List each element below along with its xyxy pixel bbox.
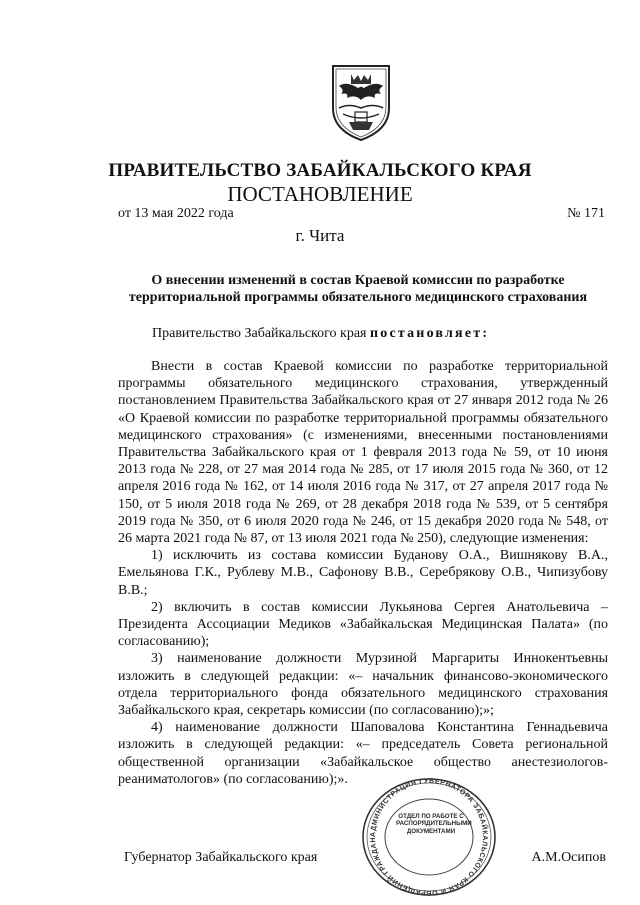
preamble-text: Правительство Забайкальского края (152, 326, 370, 341)
preamble (152, 326, 489, 342)
document-type: ПОСТАНОВЛЕНИЕ (227, 182, 413, 206)
svg-text:АДМИНИСТРАЦИЯ ГУБЕРНАТОРА ЗАБА: АДМИНИСТРАЦИЯ ГУБЕРНАТОРА ЗАБАЙКАЛЬСКОГО КРАЯ И ОБРАЩЕНИЙ ГРАЖДАН (369, 777, 489, 897)
document-heading (108, 272, 608, 306)
coat-of-arms-icon (327, 60, 395, 142)
body-paragraph-main: Внести в состав Краевой комиссии по разработке территориальной программы обязательного медицинского страхования, утвержденный постановлением Правительства Забайкальского края от 27 января 2012 года № 26 «О Краевой комиссии по разработке территориальной программы обязательного медицинского страхования» (с изменениями, внесенными постановлениями Правительства Забайкальского края от 1 февраля 2013 года № 59, от 10 июня 2013 года № 228, от 27 мая 2014 года № 285, от 17 июля 2015 года № 360, от 12 апреля 2016 года № 162, от 14 июля 2016 года № 317, от 27 апреля 2017 года № 150, от 5 июля 2018 года № 269, от 28 декабря 2018 года № 539, от 5 сентября 2019 года № 350, от 6 июля 2020 года № 246, от 15 декабря 2020 года № 548, от 26 марта 2021 года № 87, от 13 июля 2021 года № 250), следующие изменения: (118, 359, 608, 547)
body-item-2: 2) включить в состав комиссии Лукьянова Сергея Анатольевича – Президента Ассоциации Медиков «Забайкальская Медицинская Палата» (по согласованию); (118, 599, 608, 650)
document-date: от 13 мая 2022 года (118, 206, 234, 221)
body-item-3: 3) наименование должности Мурзиной Маргариты Иннокентьевны изложить в следующей редакции: «– начальник финансово-экономического отдела территориального фонда обязательного медицинского страхования Забайкальского края, секретарь комиссии (по согласованию);»; (118, 651, 608, 719)
office-stamp-icon (358, 775, 500, 899)
signer-position: Губернатор Забайкальского края (124, 850, 318, 865)
stamp-center-text: ОТДЕЛ ПО РАБОТЕ С РАСПОРЯДИТЕЛЬНЫМИ ДОКУМЕНТАМИ (396, 813, 472, 835)
document-number: № 171 (567, 206, 605, 221)
body-item-4: 4) наименование должности Шаповалова Константина Геннадьевича изложить в следующей редакции: «– председатель Совета региональной общественной организации «Забайкальское общество анестезиологов-реаниматологов» (по согласованию);». (118, 720, 608, 787)
document-body (118, 358, 608, 788)
document-city: г. Чита (295, 226, 345, 245)
heading-line-2: территориальной программы обязательного медицинского страхования (128, 290, 588, 305)
preamble-emphasis: постановляет: (369, 326, 490, 341)
government-title: ПРАВИТЕЛЬСТВО ЗАБАЙКАЛЬСКОГО КРАЯ (108, 160, 532, 181)
heading-line-1: О внесении изменений в состав Краевой комиссии по разработке (151, 273, 565, 288)
body-item-1: 1) исключить из состава комиссии Буданову О.А., Вишнякову В.А., Емельянова Г.К., Рублеву М.В., Сафонову В.В., Серебрякову О.В., Чипизубову В.В.; (118, 548, 608, 598)
signer-name: А.М.Осипов (531, 850, 606, 865)
